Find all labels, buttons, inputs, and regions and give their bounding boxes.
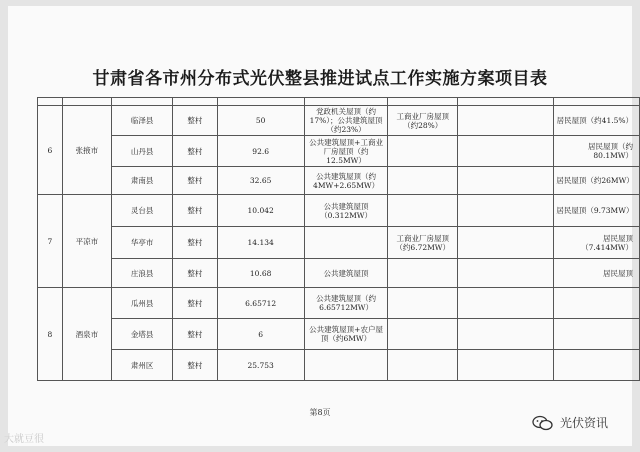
industrial-roof-cell xyxy=(388,259,458,288)
capacity-cell: 50 xyxy=(217,106,304,136)
county-name: 华亭市 xyxy=(112,227,173,259)
project-table xyxy=(37,97,640,381)
public-roof-cell: 公共建筑屋顶（0.312MW） xyxy=(304,195,388,227)
scope-cell: 整村 xyxy=(173,259,217,288)
resident-roof-cell: 居民屋顶（约80.1MW） xyxy=(554,136,640,167)
row-number: 6 xyxy=(38,106,63,195)
watermark-label: 光伏资讯 xyxy=(560,416,609,430)
public-roof-cell xyxy=(304,227,388,259)
scope-cell: 整村 xyxy=(173,167,217,195)
scope-cell: 整村 xyxy=(173,350,217,381)
resident-roof-cell xyxy=(554,288,640,319)
capacity-cell: 14.134 xyxy=(217,227,304,259)
empty-cell xyxy=(458,136,554,167)
scope-cell: 整村 xyxy=(173,319,217,350)
scope-cell: 整村 xyxy=(173,227,217,259)
resident-roof-cell: 居民屋顶（约41.5%） xyxy=(554,106,640,136)
resident-roof-cell: 居民屋顶（9.73MW） xyxy=(554,195,640,227)
scope-cell: 整村 xyxy=(173,288,217,319)
county-name: 肃州区 xyxy=(112,350,173,381)
empty-cell xyxy=(458,288,554,319)
empty-cell xyxy=(458,106,554,136)
table-row xyxy=(38,136,640,167)
public-roof-cell: 公共建筑屋顶（约4MW+2.65MW） xyxy=(304,167,388,195)
resident-roof-cell xyxy=(554,319,640,350)
empty-cell xyxy=(458,195,554,227)
empty-cell xyxy=(458,350,554,381)
county-name: 肃南县 xyxy=(112,167,173,195)
capacity-cell: 6.65712 xyxy=(217,288,304,319)
scope-cell: 整村 xyxy=(173,195,217,227)
capacity-cell: 10.042 xyxy=(217,195,304,227)
resident-roof-cell xyxy=(554,350,640,381)
county-name: 山丹县 xyxy=(112,136,173,167)
table-row xyxy=(38,227,640,259)
city-name: 平凉市 xyxy=(62,195,111,288)
industrial-roof-cell: 工商业厂房屋顶（约28%） xyxy=(388,106,458,136)
row-number: 7 xyxy=(38,195,63,288)
resident-roof-cell: 居民屋顶 xyxy=(554,259,640,288)
table-row xyxy=(38,259,640,288)
scope-cell: 整村 xyxy=(173,106,217,136)
empty-cell xyxy=(458,167,554,195)
county-name: 瓜州县 xyxy=(112,288,173,319)
capacity-cell: 92.6 xyxy=(217,136,304,167)
watermark-right xyxy=(532,414,608,431)
industrial-roof-cell xyxy=(388,195,458,227)
wechat-icon xyxy=(532,415,554,431)
industrial-roof-cell: 工商业厂房屋顶（约6.72MW） xyxy=(388,227,458,259)
industrial-roof-cell xyxy=(388,136,458,167)
table-row xyxy=(38,319,640,350)
resident-roof-cell: 居民屋顶（约26MW） xyxy=(554,167,640,195)
capacity-cell: 32.65 xyxy=(217,167,304,195)
page-number: 第8页 xyxy=(309,408,331,417)
public-roof-cell: 公共建筑屋顶 xyxy=(304,259,388,288)
industrial-roof-cell xyxy=(388,167,458,195)
city-name: 酒泉市 xyxy=(62,288,111,381)
capacity-cell: 10.68 xyxy=(217,259,304,288)
public-roof-cell: 公共建筑屋顶+工商业厂房屋顶（约12.5MW） xyxy=(304,136,388,167)
empty-cell xyxy=(458,259,554,288)
capacity-cell: 6 xyxy=(217,319,304,350)
table-row xyxy=(38,288,640,319)
county-name: 临泽县 xyxy=(112,106,173,136)
industrial-roof-cell xyxy=(388,288,458,319)
table-row xyxy=(38,350,640,381)
industrial-roof-cell xyxy=(388,319,458,350)
city-name: 张掖市 xyxy=(62,106,111,195)
row-number: 8 xyxy=(38,288,63,381)
table-row xyxy=(38,106,640,136)
public-roof-cell: 党政机关屋顶（约17%）；公共建筑屋顶（约23%） xyxy=(304,106,388,136)
industrial-roof-cell xyxy=(388,350,458,381)
table-row xyxy=(38,195,640,227)
empty-cell xyxy=(458,227,554,259)
public-roof-cell: 公共建筑屋顶（约6.65712MW） xyxy=(304,288,388,319)
public-roof-cell: 公共建筑屋顶+农户屋顶（约6MW） xyxy=(304,319,388,350)
county-name: 金塔县 xyxy=(112,319,173,350)
empty-cell xyxy=(458,319,554,350)
table-row xyxy=(38,167,640,195)
scope-cell: 整村 xyxy=(173,136,217,167)
table-row-top-stub xyxy=(38,98,640,106)
county-name: 庄浪县 xyxy=(112,259,173,288)
public-roof-cell xyxy=(304,350,388,381)
page-title: 甘肃省各市州分布式光伏整县推进试点工作实施方案项目表 xyxy=(92,69,548,89)
county-name: 灵台县 xyxy=(112,195,173,227)
resident-roof-cell: 居民屋顶（7.414MW） xyxy=(554,227,640,259)
watermark-left: 大就豆很 xyxy=(4,434,44,445)
capacity-cell: 25.753 xyxy=(217,350,304,381)
